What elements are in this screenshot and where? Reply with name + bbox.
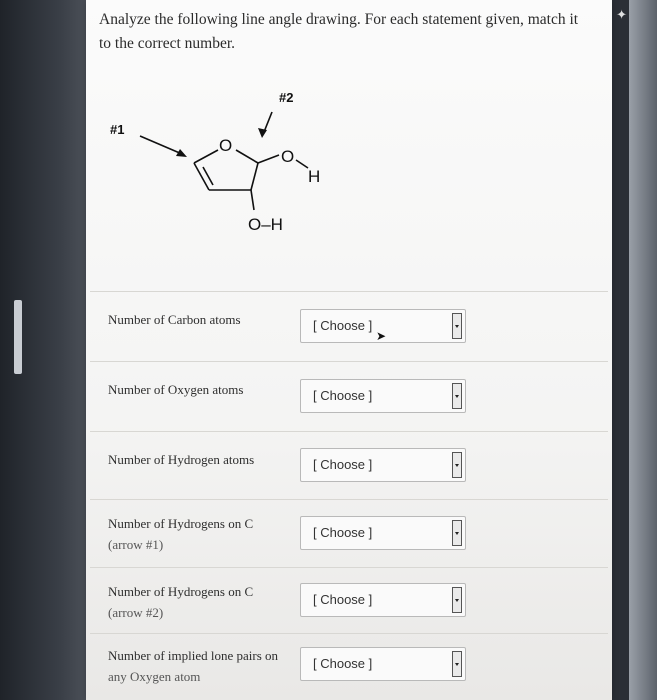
match-row-arrow1 — [86, 499, 612, 567]
ring-bond-2 — [236, 150, 258, 163]
chevron-down-icon — [452, 452, 462, 478]
row-sublabel: any Oxygen atom — [108, 669, 201, 684]
lone-pairs-select[interactable] — [300, 647, 466, 681]
chevron-down-icon — [452, 313, 462, 339]
select-value: [ Choose ] — [313, 592, 373, 607]
chevron-down-icon — [452, 520, 462, 546]
row-label — [108, 309, 288, 330]
chevron-down-icon — [452, 587, 462, 613]
settings-icon: ✦ — [616, 8, 627, 23]
row-label-text: Number of Oxygen atoms — [108, 382, 244, 397]
ring-oxygen: O — [219, 136, 233, 155]
row-label — [108, 449, 288, 470]
row-label-text: Number of Hydrogens on C — [108, 584, 254, 599]
select-value: [ Choose ] — [313, 525, 373, 540]
side-bond — [258, 155, 279, 163]
side-tab — [14, 300, 22, 374]
molecule-drawing — [86, 0, 612, 290]
oh-bond — [296, 160, 308, 168]
row-label-text: Number of Hydrogens on C — [108, 516, 254, 531]
question-panel — [86, 0, 612, 700]
bottom-bond — [251, 190, 254, 210]
match-row-lone-pairs — [86, 633, 612, 700]
arrow1-line — [140, 136, 182, 154]
question-prompt: Analyze the following line angle drawing. For each statement given, match it to the correct number. — [99, 11, 579, 52]
match-row-carbon — [86, 291, 612, 361]
arrow1-label: #1 — [110, 122, 125, 137]
row-label-text: Number of implied lone pairs on — [108, 648, 279, 663]
chevron-down-icon — [452, 651, 462, 677]
bottom-group: O–H — [248, 215, 283, 234]
arrow2-label: #2 — [279, 90, 294, 105]
match-row-hydrogen — [86, 431, 612, 499]
left-background — [0, 0, 86, 700]
ring-bond-3 — [251, 163, 258, 190]
row-label-text: Number of Hydrogen atoms — [108, 452, 255, 467]
side-hydrogen: H — [308, 167, 321, 186]
match-row-arrow2 — [86, 567, 612, 633]
select-value: [ Choose ] — [313, 318, 373, 333]
arrow2-hydrogens-select[interactable] — [300, 583, 466, 617]
row-label — [108, 645, 308, 687]
ring-bond-1 — [194, 150, 218, 163]
arrow1-hydrogens-select[interactable] — [300, 516, 466, 550]
match-row-oxygen — [86, 361, 612, 431]
hydrogen-select[interactable] — [300, 448, 466, 482]
row-label — [108, 581, 288, 623]
select-value: [ Choose ] — [313, 656, 373, 671]
select-value: [ Choose ] — [313, 457, 373, 472]
oxygen-select[interactable] — [300, 379, 466, 413]
right-background — [629, 0, 657, 700]
row-label — [108, 513, 288, 555]
chevron-down-icon — [452, 383, 462, 409]
ring-bond-5 — [194, 163, 209, 190]
mouse-cursor-icon: ➤ — [376, 329, 387, 343]
row-sublabel: (arrow #1) — [108, 537, 164, 552]
row-label — [108, 379, 288, 400]
side-oxygen: O — [281, 147, 295, 166]
arrow2-line — [264, 112, 272, 132]
row-label-text: Number of Carbon atoms — [108, 312, 241, 327]
select-value: [ Choose ] — [313, 388, 373, 403]
row-sublabel: (arrow #2) — [108, 605, 164, 620]
